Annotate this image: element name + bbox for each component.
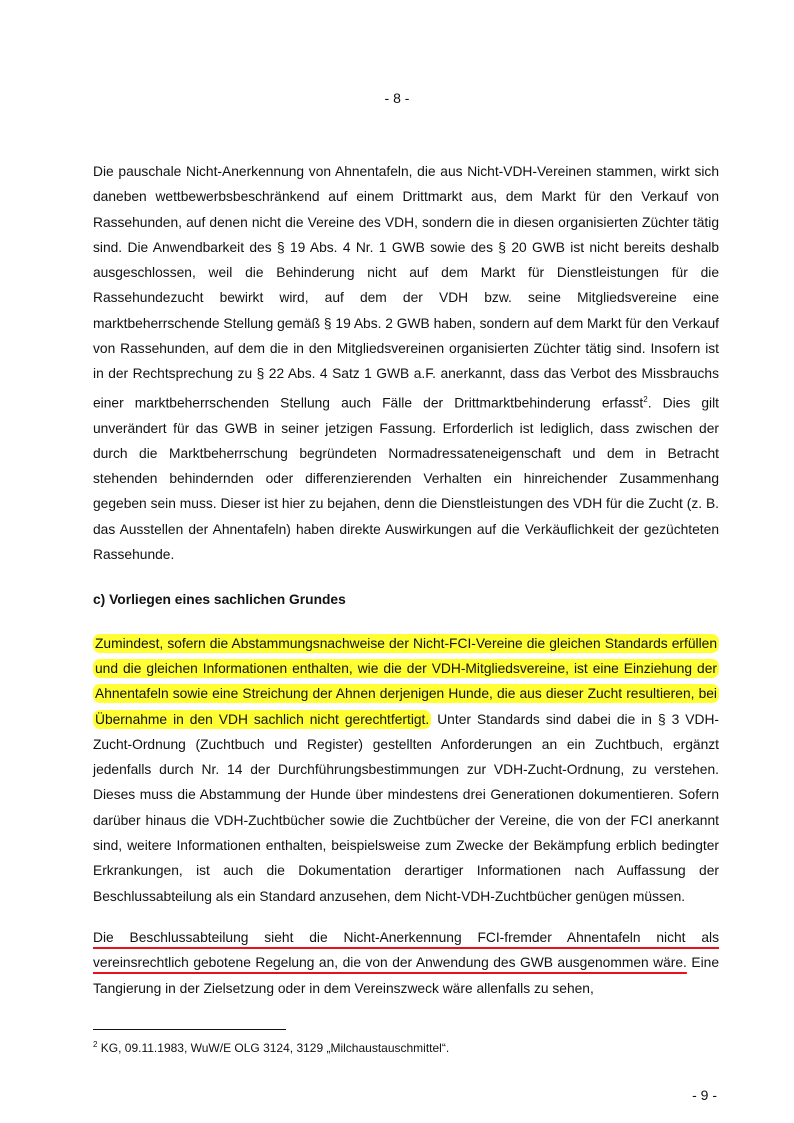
paragraph-text: Die pauschale Nicht-Anerkennung von Ahnentafeln, die aus Nicht-VDH-Vereinen stammen, wirkt sich daneben wettbewerbsbeschränkend auf einem Drittmarkt aus, dem Markt für den Verkauf von Rassehunden, auf denen nicht die Vereine des VDH, sondern die in diesen organisierten Züchter tätig sind. Die Anwendbarkeit des § 19 Abs. 4 Nr. 1 GWB sowie des § 20 GWB ist nicht bereits deshalb ausgeschlossen, weil die Behinderung nicht auf dem Markt für Dienstleistungen für die Rassehundezucht bewirkt wird, auf dem der VDH bzw. seine Mitgliedsvereine eine marktbeherrschende Stellung gemäß § 19 Abs. 2 GWB haben, sondern auf dem Markt für den Verkauf von Rassehunden, auf dem die in den Mitgliedsvereinen organisierten Züchter tätig sind. Insofern ist in der Rechtsprechung zu § 22 Abs. 4 Satz 1 GWB a.F. anerkannt, dass das Verbot des Missbrauchs einer marktbeherrschenden Stellung auch Fälle der Drittmarktbehinderung erfasst (93, 164, 719, 411)
paragraph-text: Eine Tangierung in der Zielsetzung oder in dem Vereinszweck wäre allenfalls zu sehen, (93, 955, 720, 996)
page-number-top: - 8 - (384, 90, 410, 106)
paragraph-text-continued: . Dies gilt unverändert für das GWB in seiner jetzigen Fassung. Erforderlich ist lediglich, dass zwischen der durch die Marktbeherrschung begründeten Normadressateneigenschaft und dem in Betracht stehenden behindernden oder differenzierenden Verhalten ein hinreichender Zusammenhang gegeben sein muss. Dieser ist hier zu bejahen, denn die Dienstleistungen des VDH für die Zucht (z. B. das Ausstellen der Ahnentafeln) haben direkte Auswirkungen auf die Verkäuflichkeit der gezüchteten Rassehunde. (93, 395, 719, 563)
footnote (93, 1037, 449, 1056)
paragraph-sachlicher-grund (93, 631, 719, 909)
footnote-marker: 2 (93, 1040, 98, 1049)
section-heading-c: c) Vorliegen eines sachlichen Grundes (93, 592, 346, 608)
paragraph-text: Unter Standards sind dabei die in § 3 VDH-Zucht-Ordnung (Zuchtbuch und Register) gestellten Anforderungen an ein Zuchtbuch, ergänzt jedenfalls durch Nr. 14 der Durchführungsbestimmungen zur VDH-Zucht-Ordnung, zu verstehen. Dieses muss die Abstammung der Hunde über mindestens drei Generationen dokumentieren. Sofern darüber hinaus die VDH-Zuchtbücher sowie die Zuchtbücher der Vereine, die von der FCI anerkannt sind, weitere Informationen enthalten, beispielsweise zum Zwecke der Bekämpfung erblich bedingter Erkrankungen, ist auch die Dokumentation derartiger Informationen nach Auffassung der Beschlussabteilung als ein Standard anzusehen, dem Nicht-VDH-Zuchtbücher genügen müssen. (93, 711, 720, 904)
footnote-reference[interactable]: 2 (643, 394, 648, 404)
footnote-text: KG, 09.11.1983, WuW/E OLG 3124, 3129 „Milchaustauschmittel“. (97, 1041, 450, 1055)
underlined-passage: Die Beschlussabteilung sieht die Nicht-Anerkennung FCI-fremder Ahnentafeln nicht als vereinsrechtlich gebotene Regelung an, die von der Anwendung des GWB ausgenommen wäre. (93, 929, 719, 971)
page-number-bottom: - 9 - (692, 1087, 717, 1103)
paragraph-vereinsrecht (93, 925, 719, 1001)
footnote-separator (93, 1029, 286, 1030)
paragraph-drittmarkt (93, 159, 719, 567)
highlighted-passage: Zumindest, sofern die Abstammungsnachweise der Nicht-FCI-Vereine die gleichen Standards erfüllen und die gleichen Informationen enthalten, wie die der VDH-Mitgliedsvereine, ist eine Einziehung der Ahnentafeln sowie eine Streichung der Ahnen derjenigen Hunde, die aus dieser Zucht resultieren, bei Übernahme in den VDH sachlich nicht gerechtfertigt. (95, 635, 717, 727)
document-body (93, 159, 719, 1001)
